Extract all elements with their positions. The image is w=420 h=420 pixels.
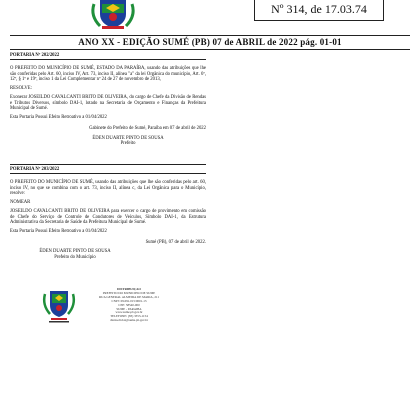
portaria-202-signer: ÉDEN DUARTE PINTO DE SOUSA — [92, 135, 164, 141]
footer-line: diariooficial@sume.pb.gov.br — [109, 319, 149, 323]
portaria-202-section — [10, 53, 206, 147]
footer-address-block — [84, 288, 174, 323]
section-divider — [10, 164, 206, 165]
edition-line: ANO XX - EDIÇÃO SUMÉ (PB) 07 de ABRIL de 2022 pág. 01-01 — [78, 37, 342, 47]
municipal-coat-of-arms-logo — [80, 0, 146, 30]
footer-line: CNPJ: 09.091.015/0001-13 — [111, 299, 147, 303]
portaria-203-nomear: NOMEAR — [10, 200, 31, 206]
header-rule-bottom — [10, 49, 410, 50]
portaria-202-signer-role: Prefeito — [120, 141, 136, 147]
law-reference-text: Nº 314, de 17.03.74 — [271, 2, 367, 16]
portaria-202-preamble: O PREFEITO DO MUNICÍPIO DE SUMÉ, ESTADO DA PARAÍBA, usando das atribuições que lhe são conferidas pelo Art. 60, inciso IV, Art. 73, inciso II, alínea "a" da lei Orgânica do município, Art. 6º, 12º, § 1º e 19º, inciso 1 da Lei Complementar nº 24 de 27 de novembro de 2013, — [10, 66, 206, 83]
portaria-203-effect: Esta Portaria Possui Efeito Retroativo a 01/04/2022 — [10, 229, 107, 235]
portaria-202-place-date: Gabinete do Prefeito de Sumé, Paraíba em 07 de abril de 2022 — [89, 126, 206, 132]
header-rule-top — [10, 35, 410, 36]
footer-line: www.sume.pb.gov.br — [115, 311, 143, 315]
portaria-203-preamble: O PREFEITO DO MUNICÍPIO DE SUMÉ, usando das atribuições que lhe são conferidas pelo art. 60, inciso IV, no que se combina com o art. 73, inciso II, alínea c, da Lei Orgânica para o Município, resolve: — [10, 180, 206, 197]
portaria-203-place-date: Sumé (PB), 07 de abril de 2022. — [145, 240, 206, 246]
portaria-202-decision: Exonerar JOSEILDO CAVALCANTI BRITO DE OLIVEIRA, do cargo de Chefe da Divisão de Rendas e Tributos Diversos, símbolo DAI-1, lotado na Secretaria de Orçamento e Finanças da Prefeitura Municipal de Sumé. — [10, 95, 206, 112]
footer-line: PREFEITO DO MUNICÍPIO DE SUMÉ — [102, 291, 156, 295]
portaria-202-title: PORTARIA Nº 202/2022 — [10, 53, 60, 58]
law-reference-box — [254, 0, 384, 21]
footer-line: DISTRIBUIÇÃO — [117, 288, 141, 291]
footer-line: RUA GENERAL ALMEIDA DE MARIA, 211 — [99, 295, 159, 299]
footer-coat-of-arms-logo — [38, 289, 80, 325]
portaria-203-section — [10, 167, 206, 260]
portaria-203-decision: JOSEILDO CAVALCANTI BRITO DE OLIVEIRA para exercer o cargo de provimento em comissão de Chefe do Serviço de Controle de Condutores de Veículos, Símbolo DAI-1, da Estrutura Administrativa da Secretaria de Saúde da Prefeitura Municipal de Sumé. — [10, 209, 206, 226]
portaria-202-effect: Esta Portaria Possui Efeito Retroativo a 01/04/2022 — [10, 115, 107, 121]
portaria-203-rule — [10, 173, 206, 174]
portaria-203-title: PORTARIA Nº 203/2022 — [10, 167, 60, 172]
footer-line: CEP: 58540-000 — [118, 303, 140, 307]
portaria-203-signer: ÉDEN DUARTE PINTO DE SOUSA — [39, 249, 111, 255]
portaria-202-rule — [10, 59, 206, 60]
portaria-203-signer-role: Prefeito do Município — [54, 254, 96, 260]
footer-line: SUMÉ - PARAÍBA — [116, 307, 142, 311]
footer-line: TELEFONE: (83) 3353-1154 — [110, 315, 148, 319]
portaria-202-resolve: RESOLVE: — [10, 86, 32, 92]
